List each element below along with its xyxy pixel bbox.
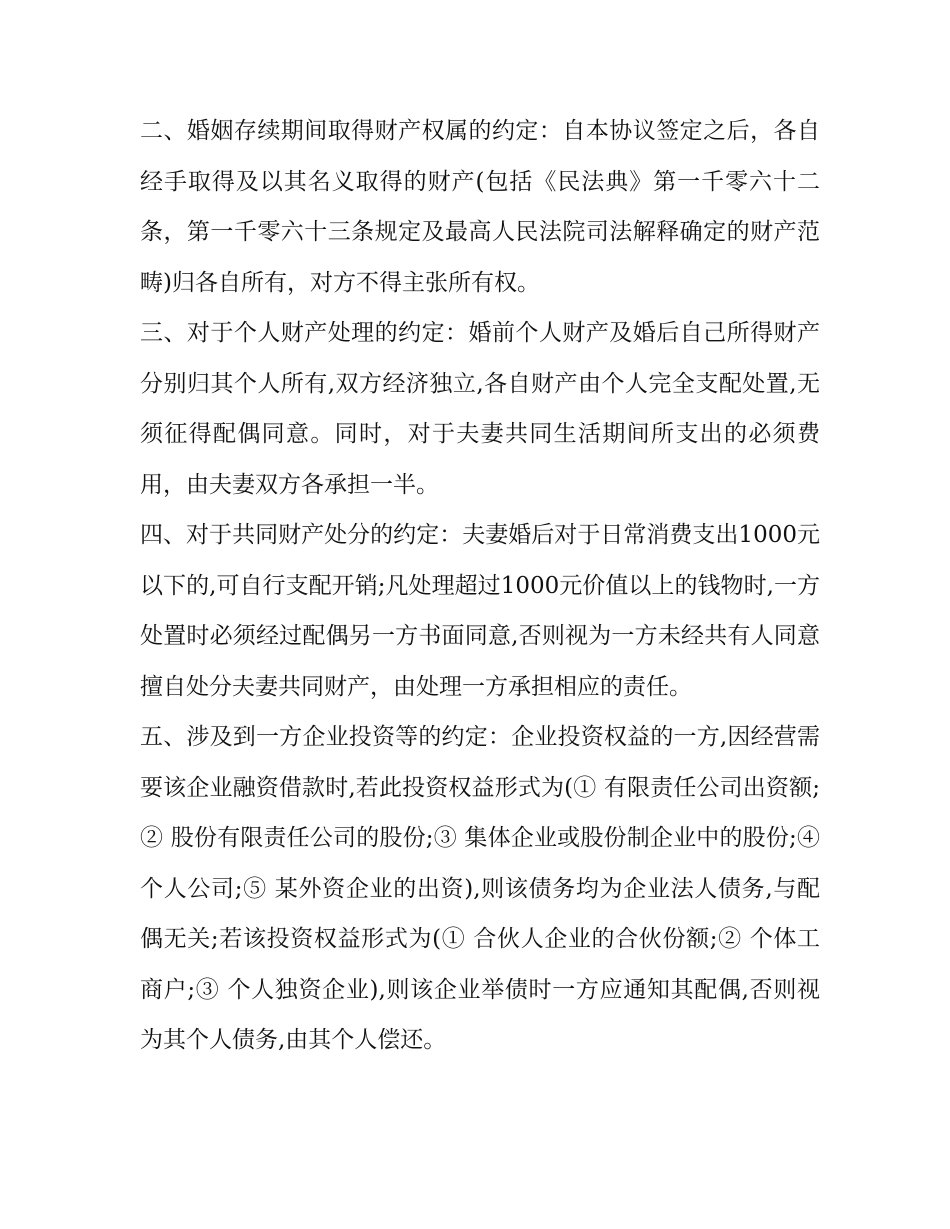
paragraph-joint-property-disposal: 四、对于共同财产处分的约定：夫妻婚后对于日常消费支出1000元以下的,可自行支配开销;凡处理超过1000元价值以上的钱物时,一方处置时必须经过配偶另一方书面同意,否则视为一方未经共有人同意擅自处分夫妻共同财产，由处理一方承担相应的责任。 — [140, 522, 820, 700]
paragraph-enterprise-investment: 五、涉及到一方企业投资等的约定：企业投资权益的一方,因经营需要该企业融资借款时,若此投资权益形式为(① 有限责任公司出资额;② 股份有限责任公司的股份;③ 集体企业或股份制企业中的股份;④ 个人公司;⑤ 某外资企业的出资),则该债务均为企业法人债务,与配偶无关;若该投资权益形式为(① 合伙人企业的合伙份额;② 个体工商户;③ 个人独资企业),则该企业举债时一方应通知其配偶,否则视为其个人债务,由其个人偿还。 — [140, 724, 820, 1053]
document-body — [140, 106, 820, 1066]
paragraph-property-during-marriage: 二、婚姻存续期间取得财产权属的约定：自本协议签定之后，各自经手取得及以其名义取得的财产(包括《民法典》第一千零六十二条，第一千零六十三条规定及最高人民法院司法解释确定的财产范畴)归各自所有，对方不得主张所有权。 — [140, 118, 820, 296]
paragraph-personal-property: 三、对于个人财产处理的约定：婚前个人财产及婚后自己所得财产分别归其个人所有,双方经济独立,各自财产由个人完全支配处置,无须征得配偶同意。同时，对于夫妻共同生活期间所支出的必须费用，由夫妻双方各承担一半。 — [140, 320, 820, 498]
